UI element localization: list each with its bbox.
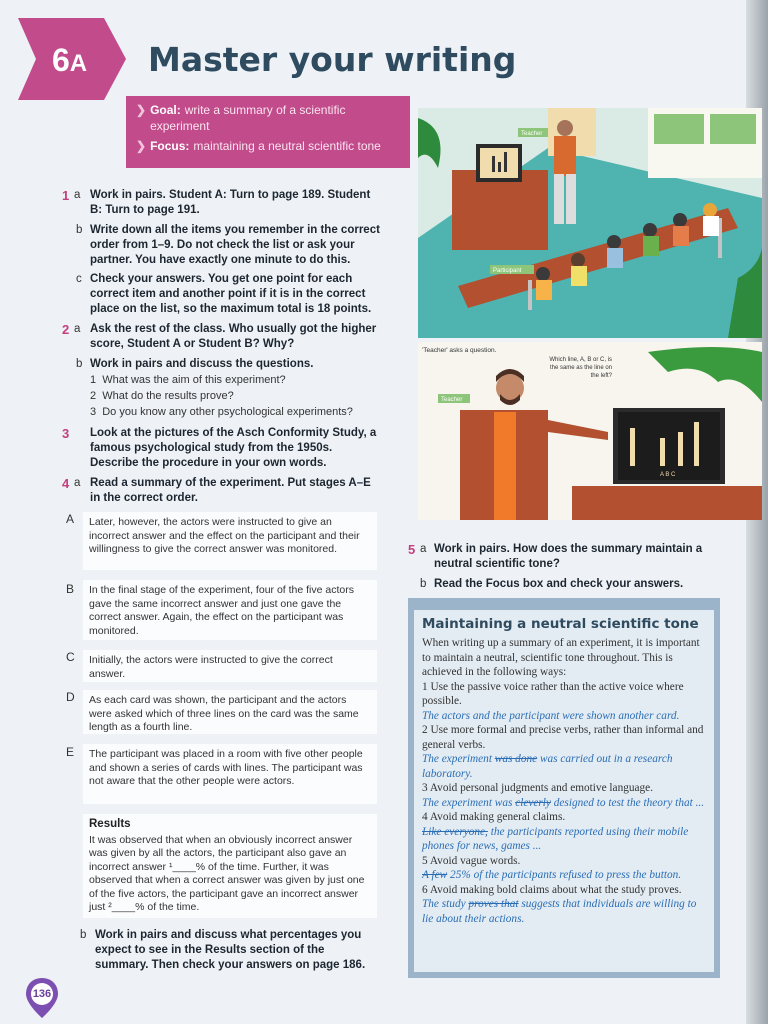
image-caption: 'Teacher' asks a question. [422,347,497,354]
results-title: Results [89,818,131,830]
exercise-2a: Ask the rest of the class. Who usually got the higher score, Student A or Student B? Why? [90,323,377,350]
unit-number: 6A [52,42,88,78]
focus-intro: When writing up a summary of an experiment, it is important to maintain a neutral, scientific tone throughout. This is achieved in the following ways: [422,637,700,678]
question-2: What do the results prove? [102,390,234,402]
focus-point-2: 2 Use more formal and precise verbs, rather than informal and general verbs. [422,724,704,751]
focus-box [408,598,720,978]
focus-point-4: 4 Avoid making general claims. [422,811,566,823]
stage-card-d: As each card was shown, the participant and the actors were asked which of three lines on the card was the same length as a fourth line. [83,690,377,734]
focus-point-3: 3 Avoid personal judgments and emotive language. [422,782,654,794]
exercise-2b: Work in pairs and discuss the questions. [90,358,314,370]
exercise-1a: Work in pairs. Student A: Turn to page 189. Student B: Turn to page 191. [90,189,371,216]
results-text: It was observed that when an obviously incorrect answer was given by all the actors, the participant also gave an incorrect answer ¹____% of the time. Further, it was observed that when a correct answer was given by just one of the five actors, the participant gave an incorrect answer just ²____% of the time. [89,833,365,913]
focus-example-3: The experiment was cleverly designed to test the theory that ... [422,796,705,809]
focus-example-6: The study proves that suggests that individuals are willing to lie about their actions. [422,898,697,925]
stage-card-c: Initially, the actors were instructed to give the correct answer. [83,650,377,682]
page-number: 136 [32,988,52,1000]
label-teacher-2: Teacher [441,397,463,403]
question-1: What was the aim of this experiment? [102,374,286,386]
focus-title: Maintaining a neutral scientific tone [422,616,699,632]
focus-example-2: The experiment was done was carried out in a research laboratory. [422,753,673,780]
exercise-number: 4 [62,476,70,491]
results-card [83,814,377,918]
stage-card-b: In the final stage of the experiment, four of the five actors gave the same incorrect answer and just one gave the correct answer. Again, the effect on the participant was monitored. [83,580,377,640]
exercise-3: Look at the pictures of the Asch Conformity Study, a famous psychological study from the 1950s. Describe the procedure in your own words. [90,427,377,469]
label-teacher: Teacher [521,131,543,137]
label-participant: Participant [493,268,522,274]
teacher-illustration [418,342,762,520]
exercise-1b: Write down all the items you remember in the correct order from 1–9. Do not check the list or ask your partner. You have exactly one minute to do this. [90,224,380,266]
exercise-number: 1 [62,188,70,203]
page-title: Master your writing [148,40,517,79]
exercise-number: 5 [408,542,416,557]
question-3: Do you know any other psychological experiments? [102,406,353,418]
exercise-5b: Read the Focus box and check your answers. [434,578,684,590]
exercise-5a: Work in pairs. How does the summary maintain a neutral scientific tone? [434,543,703,570]
focus-example-1: The actors and the participant were shown another card. [422,709,680,722]
focus-example-5: A few 25% of the participants refused to press the button. [422,869,682,881]
focus-point-5: 5 Avoid vague words. [422,854,521,867]
stage-card-e: The participant was placed in a room with five other people and shown a series of cards with lines. The participant was not aware that the other people were actors. [83,744,377,804]
exercise-4b: Work in pairs and discuss what percentages you expect to see in the Results section of the summary. Then check your answers on page 186. [95,929,366,971]
classroom-illustration [418,108,762,338]
focus-point-1: 1 Use the passive voice rather than the active voice where possible. [422,680,684,707]
exercise-4a: Read a summary of the experiment. Put stages A–E in the correct order. [90,477,371,504]
focus-example-4: Like everyone, the participants reported using their mobile phones for news, games ... [422,825,689,852]
chevron-right-icon: ❯ [136,139,147,153]
speech-text: Which line, A, B or C, is the same as the line on the left? [549,357,612,379]
chevron-right-icon: ❯ [136,103,147,117]
exercise-number: 2 [62,322,70,337]
exercise-number: 3 [62,426,70,441]
exercise-1c: Check your answers. You get one point for each correct item and another point if it is in the correct place on the list, so the maximum total is 18 points. [90,273,372,315]
focus-point-6: 6 Avoid making bold claims about what the study proves. [422,883,682,896]
card-letters: A B C [660,472,676,478]
goal-box: ❯ Goal: write a summary of a scientific experiment ❯ Focus: maintaining a neutral scientific tone [126,96,410,168]
textbook-page: 6A Master your writing ❯ Goal: write a summary of a scientific experiment ❯ Focus: maintaining a neutral scientific tone 1 a Work in pairs. Student A: Turn to page 189. Student B: Turn to page 191. b Write down all the items you remember in the correct order from 1–9. Do not check the list or ask your partner. You have exactly one minute to do this. c Check your answers. You get one point for each correct item and another point if it is in the correct place on the list, so the maximum total is 18 points. 2 a Ask the rest of the class. Who usually got the higher score, Student A or Student B? Why? b Work in pairs and discuss the questions. 1 What was the aim of this experiment? 2 What do the results prove? 3 Do you know any other psychological experiments? 3 Look at the pictures of the Asch Conformity Study, a famous psychological study from the 1950s. Describe the procedure in your own words. 4 a Read a summary of the experiment. Put stages A–E in the correct order. A Later, however, the actors were instructed to give an incorrect answer and the effect on the participant and their willingness to give the correct answer was monitored. B In the final stage of the experiment, four of the five actors gave the same incorrect answer and just one gave the correct answer. Again, the effect on the participant was monitored. C Initially, the actors were instructed to give the correct answer. D As each card was shown, the participant and the actors were asked which of three lines on the card was the same length as a fourth line. E The participant was placed in a room with five other people and shown a series of cards with lines. The participant was not aware that the other people were actors. Results It was observed that when an obviously incorrect answer was given by all the actors, the participant also gave an incorrect answer ¹____% of the time. Further, it was observed that when a correct answer was given by just one of the five actors, the participant gave an incorrect answer just ²____% of the time. b Work in pairs and discuss what percentages you expect to see in the Results section of the summary. Then check your answers on page 186. Teacher Participant 'Teacher' asks a question. Which line, A, B or C, is the same as the line on the left? Teacher A B C 5 a Work in pairs. How does the summary maintain a neutral scientific tone? b Read the Focus box and check your answers. Maintaining a neutral scientific tone When writing up a summary of an experiment, it is important to maintain a neutral, scientific tone throughout. This is achieved in the following ways: 1 Use the passive voice rather than the active voice where possible. The actors and the participant were shown another card. 2 Use more formal and precise verbs, rather than informal and general verbs. The experiment was done was carried out in a research laboratory. 3 Avoid personal judgments and emotive language. The experiment was cleverly designed to test the theory that ... 4 Avoid making general claims. Like everyone, the participants reported using their mobile phones for news, games ... 5 Avoid vague words. A few 25% of the participants refused to press the button. 6 Avoid making bold claims about what the study proves. The study proves that suggests that individuals are willing to lie about their actions. 136 [0,0,768,1024]
stage-card-a: Later, however, the actors were instructed to give an incorrect answer and the effect on the participant and their willingness to give the correct answer was monitored. [83,512,377,570]
